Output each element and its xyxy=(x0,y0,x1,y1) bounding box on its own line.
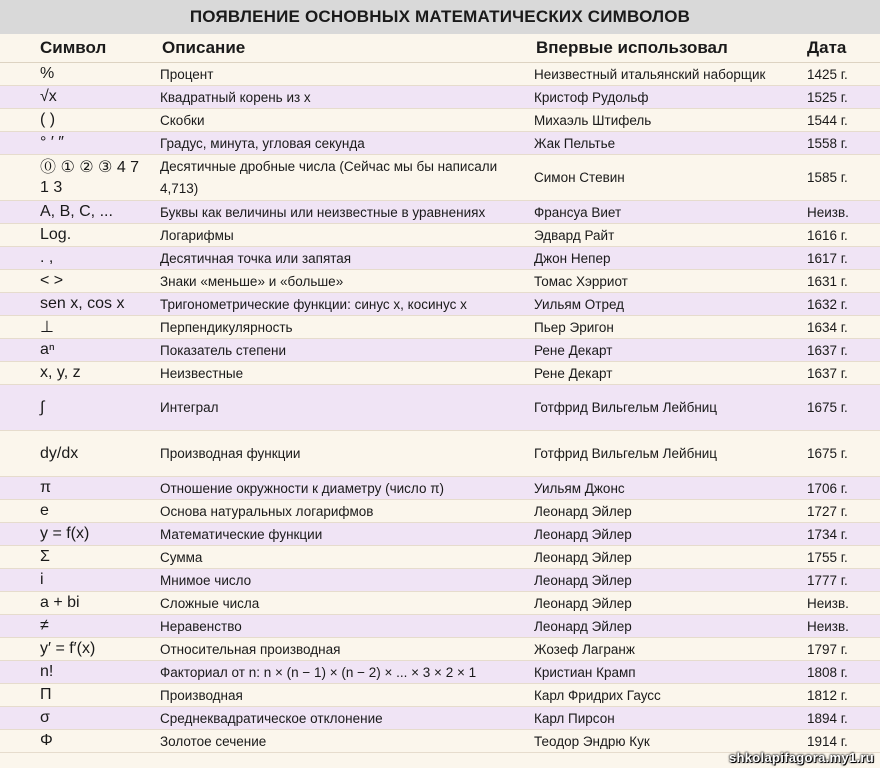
description-cell: Основа натуральных логарифмов xyxy=(152,500,526,523)
first-used-cell: Готфрид Вильгельм Лейбниц xyxy=(526,385,805,431)
column-header-description: Описание xyxy=(152,34,526,63)
table-row xyxy=(0,477,880,500)
date-cell: 1616 г. xyxy=(805,224,880,247)
description-cell: Градус, минута, угловая секунда xyxy=(152,132,526,155)
table-row xyxy=(0,155,880,201)
description-cell: Относительная производная xyxy=(152,638,526,661)
symbol-cell: y = f(x) xyxy=(0,523,152,546)
description-cell: Математические функции xyxy=(152,523,526,546)
table-row xyxy=(0,132,880,155)
description-cell: Сумма xyxy=(152,546,526,569)
watermark-text: shkolapifagora.my1.ru xyxy=(728,750,874,765)
table-row xyxy=(0,224,880,247)
first-used-cell: Леонард Эйлер xyxy=(526,546,805,569)
symbol-cell: x, y, z xyxy=(0,362,152,385)
symbol-cell: ∫ xyxy=(0,385,152,431)
description-cell: Сложные числа xyxy=(152,592,526,615)
table-row xyxy=(0,592,880,615)
symbol-cell: aⁿ xyxy=(0,339,152,362)
symbol-cell: Φ xyxy=(0,730,152,753)
table-row xyxy=(0,684,880,707)
title-bar xyxy=(0,0,880,34)
first-used-cell: Теодор Эндрю Кук xyxy=(526,730,805,753)
date-cell: 1812 г. xyxy=(805,684,880,707)
date-cell: 1706 г. xyxy=(805,477,880,500)
date-cell: 1525 г. xyxy=(805,86,880,109)
symbols-table xyxy=(0,34,880,753)
first-used-cell: Эдвард Райт xyxy=(526,224,805,247)
first-used-cell: Пьер Эригон xyxy=(526,316,805,339)
first-used-cell: Рене Декарт xyxy=(526,362,805,385)
table-row xyxy=(0,247,880,270)
description-cell: Десятичные дробные числа (Сейчас мы бы написали 4,713) xyxy=(152,155,526,201)
date-cell: 1914 г. xyxy=(805,730,880,753)
table-row xyxy=(0,316,880,339)
description-cell: Перпендикулярность xyxy=(152,316,526,339)
first-used-cell: Кристоф Рудольф xyxy=(526,86,805,109)
symbol-cell: π xyxy=(0,477,152,500)
column-header-date: Дата xyxy=(805,34,880,63)
symbol-cell: A, B, C, ... xyxy=(0,201,152,224)
table-row xyxy=(0,86,880,109)
first-used-cell: Джон Непер xyxy=(526,247,805,270)
symbol-cell: ≠ xyxy=(0,615,152,638)
table-body xyxy=(0,63,880,753)
description-cell: Тригонометрические функции: синус x, косинус x xyxy=(152,293,526,316)
description-cell: Логарифмы xyxy=(152,224,526,247)
table-row xyxy=(0,270,880,293)
symbol-cell: ⓪ ① ② ③ 4 7 1 3 xyxy=(0,155,152,201)
description-cell: Неизвестные xyxy=(152,362,526,385)
date-cell: 1675 г. xyxy=(805,431,880,477)
table-row xyxy=(0,109,880,132)
date-cell: 1585 г. xyxy=(805,155,880,201)
table-row xyxy=(0,500,880,523)
first-used-cell: Неизвестный итальянский наборщик xyxy=(526,63,805,86)
table-row xyxy=(0,385,880,431)
description-cell: Интеграл xyxy=(152,385,526,431)
first-used-cell: Леонард Эйлер xyxy=(526,569,805,592)
date-cell: 1808 г. xyxy=(805,661,880,684)
date-cell: 1544 г. xyxy=(805,109,880,132)
symbol-cell: ( ) xyxy=(0,109,152,132)
symbol-cell: ⊥ xyxy=(0,316,152,339)
description-cell: Отношение окружности к диаметру (число π) xyxy=(152,477,526,500)
symbol-cell: % xyxy=(0,63,152,86)
date-cell: 1617 г. xyxy=(805,247,880,270)
first-used-cell: Жак Пельтье xyxy=(526,132,805,155)
description-cell: Золотое сечение xyxy=(152,730,526,753)
table-row xyxy=(0,293,880,316)
symbol-cell: √x xyxy=(0,86,152,109)
first-used-cell: Кристиан Крамп xyxy=(526,661,805,684)
first-used-cell: Рене Декарт xyxy=(526,339,805,362)
symbol-cell: Σ xyxy=(0,546,152,569)
first-used-cell: Леонард Эйлер xyxy=(526,500,805,523)
first-used-cell: Леонард Эйлер xyxy=(526,523,805,546)
symbol-cell: Log. xyxy=(0,224,152,247)
symbol-cell: < > xyxy=(0,270,152,293)
date-cell: 1797 г. xyxy=(805,638,880,661)
table-row xyxy=(0,569,880,592)
date-cell: 1558 г. xyxy=(805,132,880,155)
date-cell: 1425 г. xyxy=(805,63,880,86)
date-cell: Неизв. xyxy=(805,201,880,224)
date-cell: 1755 г. xyxy=(805,546,880,569)
table-row xyxy=(0,523,880,546)
description-cell: Мнимое число xyxy=(152,569,526,592)
table-row xyxy=(0,615,880,638)
description-cell: Десятичная точка или запятая xyxy=(152,247,526,270)
date-cell: 1734 г. xyxy=(805,523,880,546)
symbol-cell: i xyxy=(0,569,152,592)
description-cell: Производная xyxy=(152,684,526,707)
symbol-cell: . , xyxy=(0,247,152,270)
first-used-cell: Уильям Отред xyxy=(526,293,805,316)
first-used-cell: Жозеф Лагранж xyxy=(526,638,805,661)
description-cell: Среднеквадратическое отклонение xyxy=(152,707,526,730)
first-used-cell: Уильям Джонс xyxy=(526,477,805,500)
first-used-cell: Леонард Эйлер xyxy=(526,615,805,638)
table-row xyxy=(0,362,880,385)
symbol-cell: dy/dx xyxy=(0,431,152,477)
date-cell: 1632 г. xyxy=(805,293,880,316)
description-cell: Знаки «меньше» и «больше» xyxy=(152,270,526,293)
first-used-cell: Симон Стевин xyxy=(526,155,805,201)
table-row xyxy=(0,546,880,569)
date-cell: 1634 г. xyxy=(805,316,880,339)
table-row xyxy=(0,661,880,684)
description-cell: Неравенство xyxy=(152,615,526,638)
description-cell: Буквы как величины или неизвестные в уравнениях xyxy=(152,201,526,224)
symbol-cell: Π xyxy=(0,684,152,707)
first-used-cell: Томас Хэрриот xyxy=(526,270,805,293)
date-cell: 1675 г. xyxy=(805,385,880,431)
date-cell: 1637 г. xyxy=(805,339,880,362)
symbol-cell: σ xyxy=(0,707,152,730)
table-row xyxy=(0,339,880,362)
table-row xyxy=(0,638,880,661)
description-cell: Факториал от n: n × (n − 1) × (n − 2) × ... × 3 × 2 × 1 xyxy=(152,661,526,684)
table-row xyxy=(0,201,880,224)
column-header-symbol: Символ xyxy=(0,34,152,63)
table-row xyxy=(0,707,880,730)
first-used-cell: Михаэль Штифель xyxy=(526,109,805,132)
description-cell: Процент xyxy=(152,63,526,86)
date-cell: 1894 г. xyxy=(805,707,880,730)
date-cell: 1637 г. xyxy=(805,362,880,385)
first-used-cell: Франсуа Виет xyxy=(526,201,805,224)
symbol-cell: e xyxy=(0,500,152,523)
first-used-cell: Готфрид Вильгельм Лейбниц xyxy=(526,431,805,477)
symbol-cell: y′ = f′(x) xyxy=(0,638,152,661)
table-row xyxy=(0,431,880,477)
table-row xyxy=(0,63,880,86)
description-cell: Производная функции xyxy=(152,431,526,477)
date-cell: Неизв. xyxy=(805,592,880,615)
symbol-cell: a + bi xyxy=(0,592,152,615)
table-header xyxy=(0,34,880,63)
first-used-cell: Карл Фридрих Гаусс xyxy=(526,684,805,707)
first-used-cell: Карл Пирсон xyxy=(526,707,805,730)
symbol-cell: n! xyxy=(0,661,152,684)
description-cell: Скобки xyxy=(152,109,526,132)
page-title: ПОЯВЛЕНИЕ ОСНОВНЫХ МАТЕМАТИЧЕСКИХ СИМВОЛОВ xyxy=(189,7,691,26)
date-cell: 1727 г. xyxy=(805,500,880,523)
date-cell: 1631 г. xyxy=(805,270,880,293)
date-cell: Неизв. xyxy=(805,615,880,638)
symbol-cell: sen x, cos x xyxy=(0,293,152,316)
symbol-cell: ° ′ ″ xyxy=(0,132,152,155)
date-cell: 1777 г. xyxy=(805,569,880,592)
description-cell: Квадратный корень из x xyxy=(152,86,526,109)
description-cell: Показатель степени xyxy=(152,339,526,362)
first-used-cell: Леонард Эйлер xyxy=(526,592,805,615)
column-header-first-used: Впервые использовал xyxy=(526,34,805,63)
